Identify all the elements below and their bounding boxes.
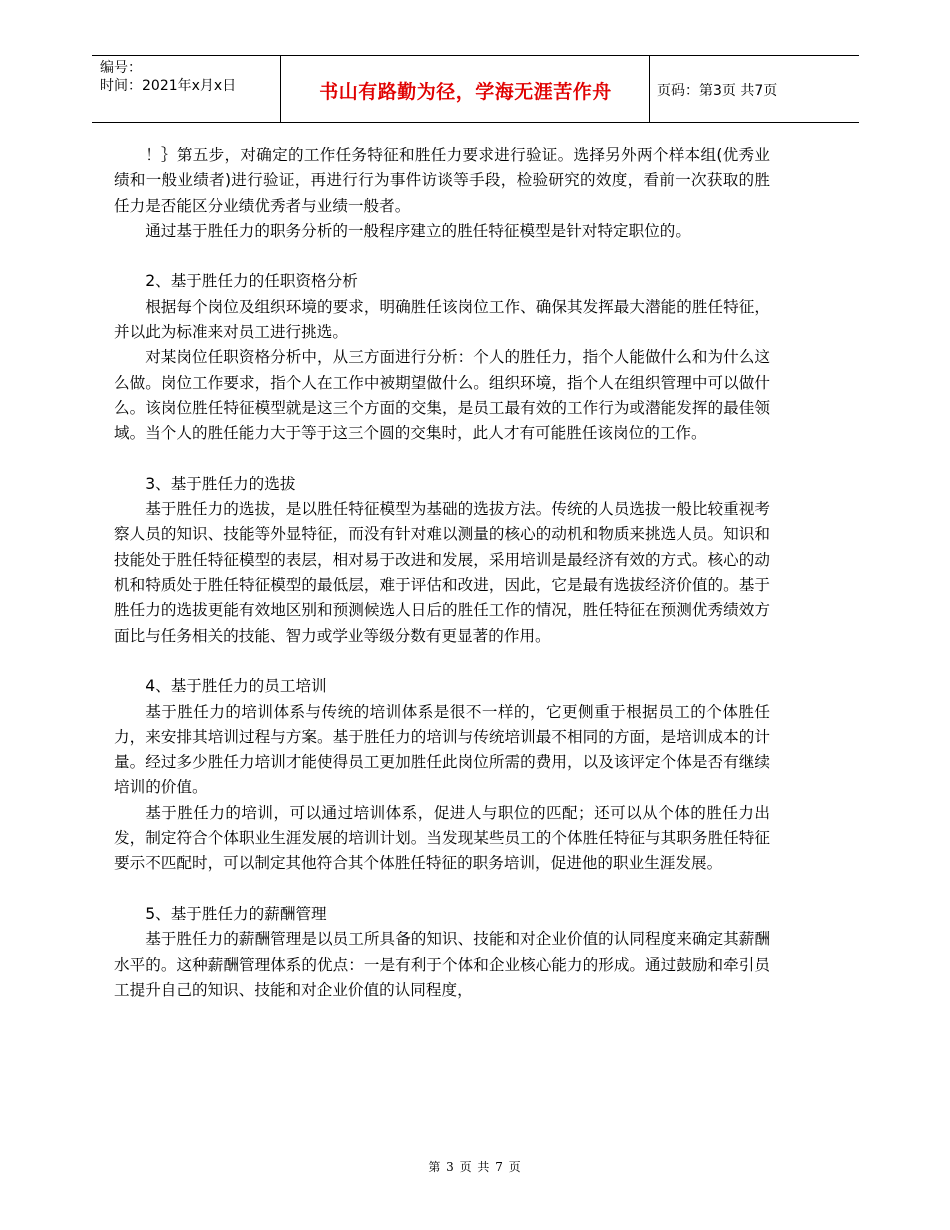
paragraph-qualification-intro: 根据每个岗位及组织环境的要求，明确胜任该岗位工作、确保其发挥最大潜能的胜任特征，并以此为标准来对员工进行挑选。 bbox=[114, 297, 770, 342]
paragraph-training-matching: 基于胜任力的培训，可以通过培训体系，促进人与职位的匹配；还可以从个体的胜任力出发，制定符合个体职业生涯发展的培训计划。当发现某些员工的个体胜任特征与其职务胜任特征要示不匹配时，可以制定其他符合其个体胜任特征的职务培训，促进他的职业生涯发展。 bbox=[114, 803, 770, 873]
section-heading-compensation: 5、基于胜任力的薪酬管理 bbox=[145, 904, 327, 923]
header-divider-right bbox=[649, 56, 650, 122]
paragraph-selection: 基于胜任力的选拔，是以胜任特征模型为基础的选拔方法。传统的人员选拔一般比较重视考察人员的知识、技能等外显特征，而没有针对难以测量的核心的动机和物质来挑选人员。知识和技能处于胜任特征模型的表层，相对易于改进和发展，采用培训是最经济有效的方式。核心的动机和特质处于胜任特征模型的最低层，难于评估和改进，因此，它是最有选拔经济价值的。基于胜任力的选拔更能有效地区别和预测候选人日后的胜任工作的情况，胜任特征在预测优秀绩效方面比与任务相关的技能、智力或学业等级分数有更显著的作用。 bbox=[114, 500, 770, 645]
section-gap bbox=[114, 447, 770, 472]
document-body bbox=[114, 143, 770, 1003]
paragraph-model-summary: 通过基于胜任力的职务分析的一般程序建立的胜任特征模型是针对特定职位的。 bbox=[145, 221, 691, 240]
header-motto: 书山有路勤为径，学海无涯苦作舟 bbox=[319, 81, 612, 103]
section-gap bbox=[114, 244, 770, 269]
header-meta bbox=[100, 59, 280, 95]
paragraph-qualification-analysis: 对某岗位任职资格分析中，从三方面进行分析：个人的胜任力，指个人能做什么和为什么这么做。岗位工作要求，指个人在工作中被期望做什么。组织环境，指个人在组织管理中可以做什么。该岗位胜任特征模型就是这三个方面的交集，是员工最有效的工作行为或潜能发挥的最佳领域。当个人的胜任能力大于等于这三个圆的交集时，此人才有可能胜任该岗位的工作。 bbox=[114, 348, 770, 443]
header-number-label: 编号： bbox=[100, 60, 142, 76]
header-divider-left bbox=[280, 56, 281, 122]
paragraph-compensation: 基于胜任力的薪酬管理是以员工所具备的知识、技能和对企业价值的认同程度来确定其薪酬水平的。这种薪酬管理体系的优点：一是有利于个体和企业核心能力的形成。通过鼓励和牵引员工提升自己的知识、技能和对企业价值的认同程度， bbox=[114, 930, 770, 999]
paragraph-step-five: ！｝第五步，对确定的工作任务特征和胜任力要求进行验证。选择另外两个样本组(优秀业绩和一般业绩者)进行验证，再进行行为事件访谈等手段，检验研究的效度，看前一次获取的胜任力是否能区分业绩优秀者与业绩一般者。 bbox=[114, 146, 770, 215]
page-footer: 第 3 页 共 7 页 bbox=[428, 1160, 522, 1174]
section-heading-training: 4、基于胜任力的员工培训 bbox=[145, 677, 327, 696]
section-gap bbox=[114, 649, 770, 674]
paragraph-training-system: 基于胜任力的培训体系与传统的培训体系是很不一样的，它更侧重于根据员工的个体胜任力，来安排其培训过程与方案。基于胜任力的培训与传统培训最不相同的方面，是培训成本的计量。经过多少胜任力培训才能使得员工更加胜任此岗位所需的费用，以及该评定个体是否有继续培训的价值。 bbox=[114, 702, 770, 797]
header-page-info: 页码：第3页 共7页 bbox=[657, 83, 778, 99]
section-heading-selection: 3、基于胜任力的选拔 bbox=[145, 474, 296, 493]
section-heading-qualification: 2、基于胜任力的任职资格分析 bbox=[145, 272, 358, 291]
page-header bbox=[92, 55, 859, 123]
section-gap bbox=[114, 877, 770, 902]
header-time-label: 时间：2021年x月x日 bbox=[100, 78, 237, 94]
